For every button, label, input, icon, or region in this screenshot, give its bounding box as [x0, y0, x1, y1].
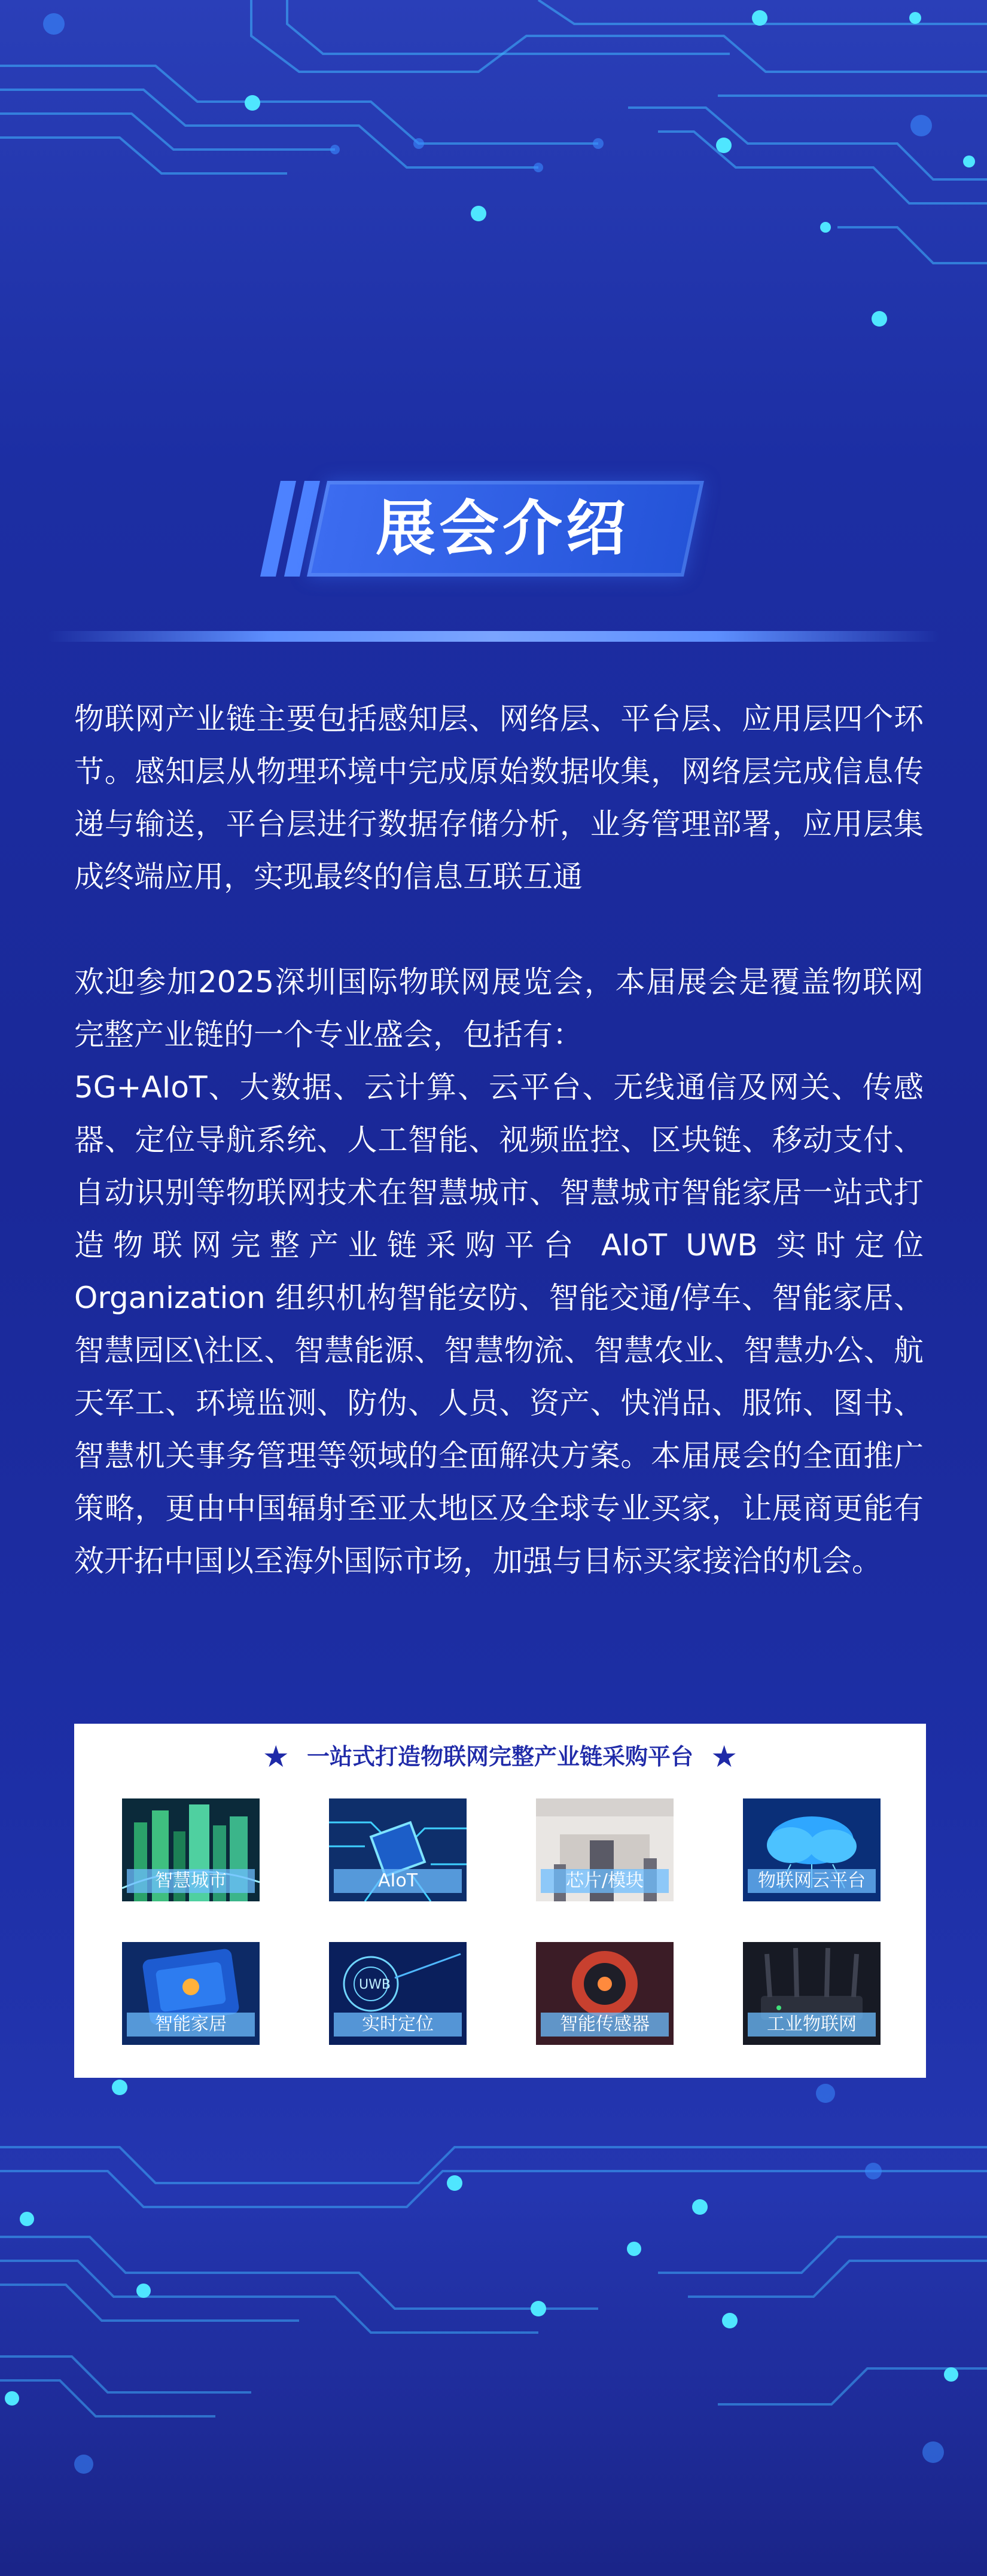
welcome-paragraph: 欢迎参加2025深圳国际物联网展览会，本届展会是覆盖物联网完整产业链的一个专业盛会，包括有：	[74, 965, 924, 1052]
tile-label: 工业物联网	[748, 2013, 876, 2037]
page-title: 展会介绍	[376, 493, 629, 563]
tile-label: 实时定位	[334, 2013, 462, 2037]
tile-label: 芯片/模块	[541, 1869, 669, 1893]
tile-smart-home[interactable]	[122, 1942, 260, 2045]
tile-chip-module[interactable]	[536, 1798, 674, 1901]
circuit-decoration-top	[0, 0, 987, 419]
card-title-text: 一站式打造物联网完整产业链采购平台	[306, 1743, 693, 1770]
star-icon: ★	[711, 1739, 738, 1774]
section-title	[257, 481, 694, 577]
svg-text:UWB: UWB	[359, 1977, 391, 1992]
star-icon: ★	[262, 1739, 290, 1774]
tile-rtls[interactable]	[329, 1942, 467, 2045]
tile-label: 智能传感器	[541, 2013, 669, 2037]
scope-paragraph: 5G+AIoT、大数据、云计算、云平台、无线通信及网关、传感器、定位导航系统、人工智能、视频监控、区块链、移动支付、自动识别等物联网技术在智慧城市、智慧城市智能家居一站式打造物联网完整产业链采购平台 AIoT UWB 实时定位 Organization 组织机构智能安防、智能交通/停车、智能家居、智慧园区\社区、智慧能源、智慧物流、智慧农业、智慧办公、航天军工、环境监测、防伪、人员、资产、快消品、服饰、图书、智慧机关事务管理等领域的全面解决方案。本届展会的全面推广策略，更由中国辐射至亚太地区及全球专业买家，让展商更能有效开拓中国以至海外国际市场，加强与目标买家接洽的机会。	[74, 1070, 924, 1578]
tile-label: 智慧城市	[127, 1869, 255, 1893]
divider	[48, 631, 939, 642]
tile-label: 智能家居	[127, 2013, 255, 2037]
circuit-decoration-bottom	[0, 2057, 987, 2576]
welcome-block	[74, 956, 924, 1587]
tile-iot-cloud[interactable]	[743, 1798, 881, 1901]
card-title	[74, 1739, 926, 1774]
tile-industrial-iot[interactable]	[743, 1942, 881, 2045]
tile-smart-sensor[interactable]	[536, 1942, 674, 2045]
tile-smart-city[interactable]	[122, 1798, 260, 1901]
tile-aiot[interactable]	[329, 1798, 467, 1901]
tile-label: 物联网云平台	[748, 1869, 876, 1893]
intro-paragraph: 物联网产业链主要包括感知层、网络层、平台层、应用层四个环节。感知层从物理环境中完成原始数据收集，网络层完成信息传递与输送，平台层进行数据存储分析，业务管理部署，应用层集成终端应用，实现最终的信息互联互通	[74, 702, 924, 894]
category-card	[74, 1724, 926, 2078]
tile-label: AIoT	[334, 1869, 462, 1893]
